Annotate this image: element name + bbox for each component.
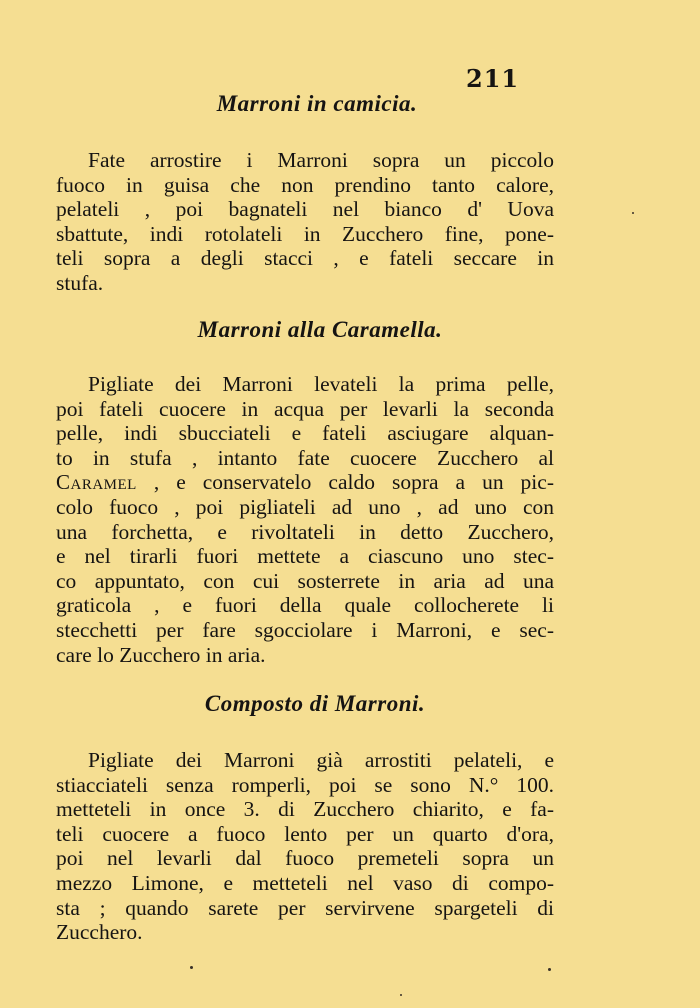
small-caps-word: Caramel [56,470,137,495]
text-line: Fate arrostire i Marroni sopra un piccolo [88,148,554,172]
scan-speck [400,994,402,996]
recipe-heading: Marroni in camicia. [216,91,418,116]
text-line: una forchetta, e rivoltateli in detto Zucchero, [56,519,554,544]
text-line: stiacciateli senza romperli, poi se sono N.° 100. [56,772,554,797]
text-line: colo fuoco , poi pigliateli ad uno , ad uno con [56,494,554,519]
recipe-section-composto-di-marroni [56,690,554,945]
text-line: co appuntato, con cui sosterrete in aria ad una [56,568,554,593]
text-line: fuoco in guisa che non prendino tanto calore, [56,172,554,197]
scan-speck [632,212,634,214]
text-line: pelateli , poi bagnateli nel bianco d' Uova [56,197,554,222]
recipe-section-marroni-alla-caramella [56,316,554,667]
recipe-section-marroni-in-camicia [56,90,554,296]
text-line: care lo Zucchero in aria. [56,642,266,667]
recipe-paragraph [56,372,554,667]
recipe-heading: Composto di Marroni. [204,691,426,716]
text-line: to in stufa , intanto fate cuocere Zucchero al [56,445,554,470]
text-line: poi nel levarli dal fuoco premeteli sopra un [56,846,554,871]
scan-speck [548,968,551,971]
recipe-paragraph [56,748,554,945]
text-line: pelle, indi sbucciateli e fateli asciugare alquan- [56,421,554,446]
text-line: e nel tirarli fuori mettete a ciascuno uno stec- [56,544,554,569]
text-line: sbattute, indi rotolateli in Zucchero fine, pone- [56,221,554,246]
text-line: sta ; quando sarete per servirvene spargeteli di [56,895,554,920]
text-line: mezzo Limone, e metteteli nel vaso di compo- [56,870,554,895]
text-line: Caramel , e conservatelo caldo sopra a un pic- [56,470,554,495]
text-line: graticola , e fuori della quale collocherete li [56,593,554,618]
text-line: stufa. [56,270,104,295]
page-number: 211 [466,64,520,93]
recipe-paragraph [56,148,554,296]
text-line: stecchetti per fare sgocciolare i Marroni, e sec- [56,617,554,642]
text-line: Zucchero. [56,920,143,945]
text-line: Pigliate dei Marroni già arrostiti pelateli, e [88,748,554,772]
text-line: teli cuocere a fuoco lento per un quarto d'ora, [56,821,554,846]
text-line: metteteli in once 3. di Zucchero chiarito, e fa- [56,797,554,822]
recipe-heading: Marroni alla Caramella. [197,317,443,342]
text-line: teli sopra a degli stacci , e fateli seccare in [56,246,554,271]
text-line: poi fateli cuocere in acqua per levarli la seconda [56,396,554,421]
scan-speck [190,966,193,969]
text-line: Pigliate dei Marroni levateli la prima pelle, [88,372,554,396]
